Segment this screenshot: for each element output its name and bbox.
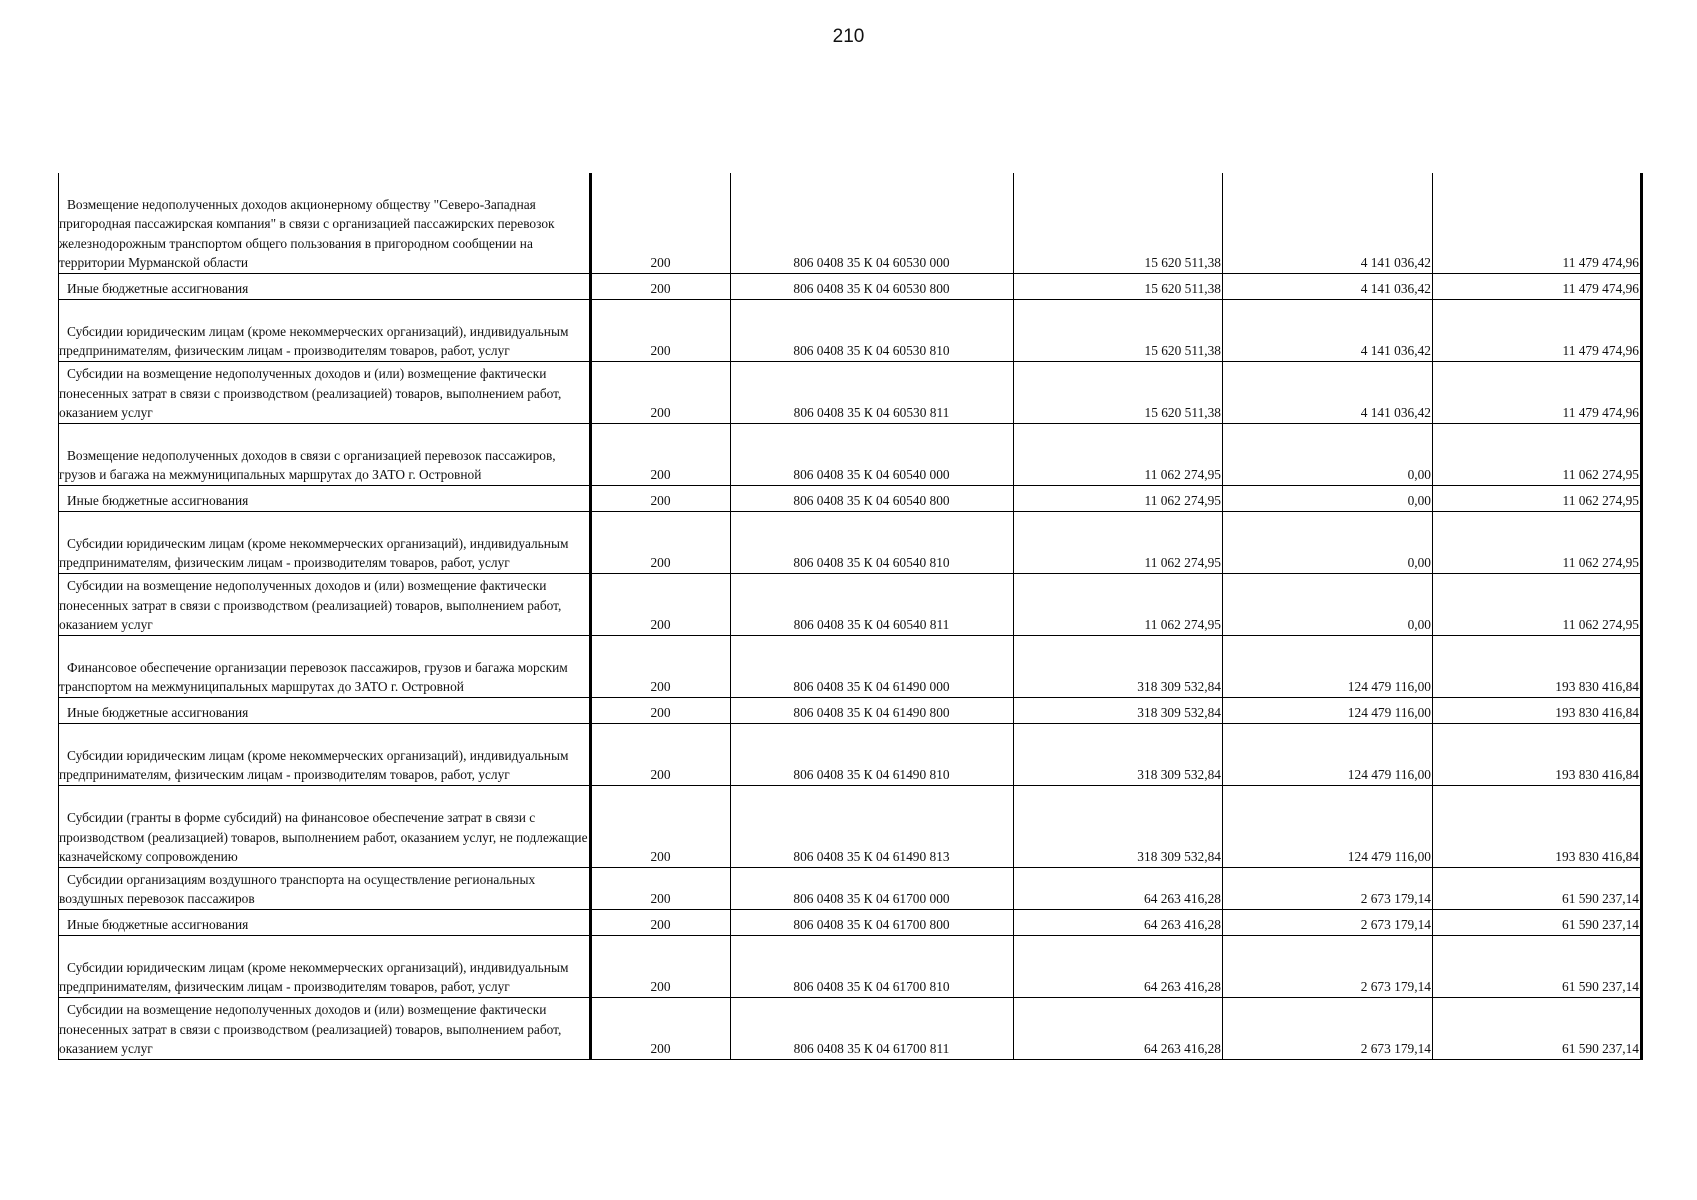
row-value-3: 11 479 474,96 [1433,273,1642,299]
table-row [59,909,1642,935]
row-value-3: 61 590 237,14 [1433,909,1642,935]
row-value-2: 124 479 116,00 [1223,785,1433,867]
row-kbk: 806 0408 35 К 04 61700 000 [731,867,1014,909]
row-kbk: 806 0408 35 К 04 61700 810 [731,935,1014,997]
row-kbk: 806 0408 35 К 04 60530 800 [731,273,1014,299]
row-name: Иные бюджетные ассигнования [59,485,591,511]
row-name: Возмещение недополученных доходов акционерному обществу "Северо-Западная пригородная пассажирская компания" в связи с организацией пассажирских перевозок железнодорожным транспортом общего пользования в пригородном сообщении на территории Мурманской области [59,173,591,273]
row-name: Субсидии организациям воздушного транспорта на осуществление региональных воздушных перевозок пассажиров [59,867,591,909]
row-kbk: 806 0408 35 К 04 60540 800 [731,485,1014,511]
row-name: Субсидии на возмещение недополученных доходов и (или) возмещение фактически понесенных затрат в связи с производством (реализацией) товаров, выполнением работ, оказанием услуг [59,997,591,1059]
table-row [59,299,1642,361]
row-value-2: 0,00 [1223,511,1433,573]
row-name: Финансовое обеспечение организации перевозок пассажиров, грузов и багажа морским транспортом на межмуниципальных маршрутах до ЗАТО г. Островной [59,635,591,697]
row-value-3: 11 062 274,95 [1433,485,1642,511]
table-row [59,635,1642,697]
row-value-1: 11 062 274,95 [1014,423,1223,485]
row-code: 200 [591,423,731,485]
table-row [59,273,1642,299]
row-value-3: 11 479 474,96 [1433,361,1642,423]
row-value-3: 61 590 237,14 [1433,997,1642,1059]
row-name: Субсидии на возмещение недополученных доходов и (или) возмещение фактически понесенных затрат в связи с производством (реализацией) товаров, выполнением работ, оказанием услуг [59,573,591,635]
row-kbk: 806 0408 35 К 04 60540 811 [731,573,1014,635]
row-value-2: 4 141 036,42 [1223,299,1433,361]
row-value-3: 193 830 416,84 [1433,697,1642,723]
row-value-2: 124 479 116,00 [1223,635,1433,697]
row-value-1: 64 263 416,28 [1014,935,1223,997]
row-value-1: 15 620 511,38 [1014,273,1223,299]
row-name: Субсидии юридическим лицам (кроме некоммерческих организаций), индивидуальным предпринимателям, физическим лицам - производителям товаров, работ, услуг [59,511,591,573]
row-code: 200 [591,485,731,511]
row-value-1: 15 620 511,38 [1014,299,1223,361]
row-value-1: 64 263 416,28 [1014,867,1223,909]
row-value-3: 11 062 274,95 [1433,423,1642,485]
row-kbk: 806 0408 35 К 04 61700 800 [731,909,1014,935]
table-row [59,867,1642,909]
row-value-2: 124 479 116,00 [1223,697,1433,723]
row-value-3: 193 830 416,84 [1433,723,1642,785]
row-value-2: 124 479 116,00 [1223,723,1433,785]
row-code: 200 [591,573,731,635]
row-name: Иные бюджетные ассигнования [59,697,591,723]
row-value-3: 193 830 416,84 [1433,635,1642,697]
row-kbk: 806 0408 35 К 04 60530 811 [731,361,1014,423]
row-value-3: 61 590 237,14 [1433,935,1642,997]
table-row [59,723,1642,785]
row-code: 200 [591,273,731,299]
row-value-1: 318 309 532,84 [1014,635,1223,697]
row-value-1: 11 062 274,95 [1014,485,1223,511]
row-code: 200 [591,635,731,697]
row-value-1: 15 620 511,38 [1014,173,1223,273]
row-kbk: 806 0408 35 К 04 60540 000 [731,423,1014,485]
row-kbk: 806 0408 35 К 04 61490 813 [731,785,1014,867]
row-kbk: 806 0408 35 К 04 61490 810 [731,723,1014,785]
row-value-1: 318 309 532,84 [1014,697,1223,723]
row-code: 200 [591,909,731,935]
row-value-2: 2 673 179,14 [1223,935,1433,997]
table-row [59,935,1642,997]
row-value-1: 318 309 532,84 [1014,785,1223,867]
row-code: 200 [591,511,731,573]
row-code: 200 [591,785,731,867]
row-value-2: 4 141 036,42 [1223,361,1433,423]
table-row [59,785,1642,867]
row-value-3: 11 062 274,95 [1433,511,1642,573]
row-code: 200 [591,361,731,423]
row-name: Иные бюджетные ассигнования [59,909,591,935]
row-value-2: 4 141 036,42 [1223,273,1433,299]
row-kbk: 806 0408 35 К 04 61700 811 [731,997,1014,1059]
row-code: 200 [591,299,731,361]
row-value-2: 2 673 179,14 [1223,997,1433,1059]
row-value-1: 15 620 511,38 [1014,361,1223,423]
row-name: Субсидии на возмещение недополученных доходов и (или) возмещение фактически понесенных затрат в связи с производством (реализацией) товаров, выполнением работ, оказанием услуг [59,361,591,423]
row-kbk: 806 0408 35 К 04 60530 810 [731,299,1014,361]
row-value-2: 2 673 179,14 [1223,867,1433,909]
row-value-2: 4 141 036,42 [1223,173,1433,273]
row-name: Субсидии юридическим лицам (кроме некоммерческих организаций), индивидуальным предпринимателям, физическим лицам - производителям товаров, работ, услуг [59,723,591,785]
row-code: 200 [591,997,731,1059]
row-value-3: 61 590 237,14 [1433,867,1642,909]
row-value-1: 318 309 532,84 [1014,723,1223,785]
row-kbk: 806 0408 35 К 04 61490 800 [731,697,1014,723]
row-value-1: 64 263 416,28 [1014,997,1223,1059]
table-row [59,485,1642,511]
table-row [59,173,1642,273]
row-value-3: 11 479 474,96 [1433,173,1642,273]
row-value-3: 193 830 416,84 [1433,785,1642,867]
row-name: Субсидии юридическим лицам (кроме некоммерческих организаций), индивидуальным предпринимателям, физическим лицам - производителям товаров, работ, услуг [59,935,591,997]
row-code: 200 [591,697,731,723]
row-kbk: 806 0408 35 К 04 60540 810 [731,511,1014,573]
table-row [59,997,1642,1059]
row-name: Субсидии (гранты в форме субсидий) на финансовое обеспечение затрат в связи с производством (реализацией) товаров, выполнением работ, оказанием услуг, не подлежащие казначейскому сопровождению [59,785,591,867]
row-value-1: 11 062 274,95 [1014,511,1223,573]
row-value-2: 0,00 [1223,423,1433,485]
row-value-3: 11 062 274,95 [1433,573,1642,635]
table-row [59,697,1642,723]
row-code: 200 [591,935,731,997]
row-value-1: 64 263 416,28 [1014,909,1223,935]
table-row [59,361,1642,423]
budget-table [58,173,1643,1060]
row-value-2: 0,00 [1223,485,1433,511]
table-row [59,511,1642,573]
page-number: 210 [832,26,865,47]
row-name: Субсидии юридическим лицам (кроме некоммерческих организаций), индивидуальным предпринимателям, физическим лицам - производителям товаров, работ, услуг [59,299,591,361]
row-name: Иные бюджетные ассигнования [59,273,591,299]
row-code: 200 [591,723,731,785]
row-kbk: 806 0408 35 К 04 60530 000 [731,173,1014,273]
row-code: 200 [591,173,731,273]
row-name: Возмещение недополученных доходов в связи с организацией перевозок пассажиров, грузов и багажа на межмуниципальных маршрутах до ЗАТО г. Островной [59,423,591,485]
row-value-3: 11 479 474,96 [1433,299,1642,361]
row-code: 200 [591,867,731,909]
table-row [59,423,1642,485]
row-value-2: 2 673 179,14 [1223,909,1433,935]
row-value-2: 0,00 [1223,573,1433,635]
table-row [59,573,1642,635]
row-kbk: 806 0408 35 К 04 61490 000 [731,635,1014,697]
row-value-1: 11 062 274,95 [1014,573,1223,635]
